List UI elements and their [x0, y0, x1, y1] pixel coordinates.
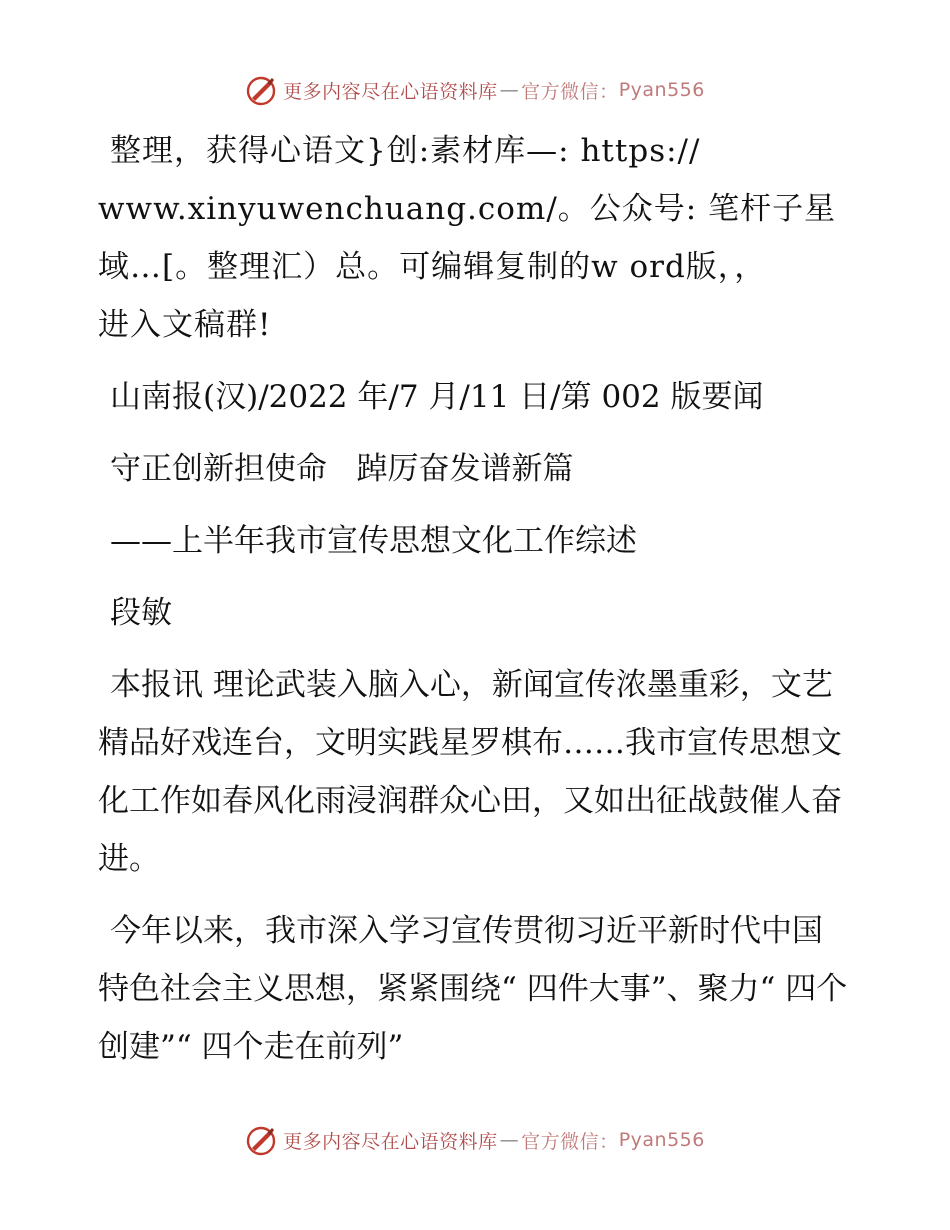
intro-line: 进入文稿群!: [98, 307, 272, 343]
wechat-id: Pyan556: [618, 79, 705, 101]
intro-line: www.xinyuwenchuang.com/。公众号: 笔杆子星: [98, 191, 837, 227]
banner-separator: —: [499, 1129, 520, 1151]
brand-logo-icon: [245, 1124, 277, 1156]
wechat-id: Pyan556: [618, 1129, 705, 1151]
intro-line: 域…[。整理汇）总。可编辑复制的w ord版，，: [98, 249, 767, 285]
body-paragraph: [98, 902, 850, 1076]
author: 段敏: [110, 595, 172, 631]
watermark-banner-bottom: [0, 1120, 950, 1160]
banner-text: 更多内容尽在心语资料库: [283, 1130, 498, 1153]
intro-block: [98, 122, 850, 354]
wechat-label: 官方微信：: [521, 80, 619, 103]
brand-logo-icon: [245, 74, 277, 106]
subheadline: ——上半年我市宣传思想文化工作综述: [110, 523, 637, 559]
wechat-label: 官方微信：: [521, 1130, 619, 1153]
headline: 守正创新担使命 踔厉奋发谱新篇: [110, 451, 574, 487]
body-paragraph: [98, 656, 850, 888]
source-line: 山南报(汉)/2022 年/7 月/11 日/第 002 版要闻: [110, 379, 764, 415]
intro-line: 整理，获得心语文}创:素材库—: https://: [110, 133, 701, 169]
body-paragraph-text: 今年以来，我市深入学习宣传贯彻习近平新时代中国特色社会主义思想，紧紧围绕“ 四件大事”、聚力“ 四个创建”“ 四个走在前列”: [98, 913, 848, 1065]
document-body: [98, 122, 850, 1090]
body-paragraph-text: 本报讯 理论武装入脑入心，新闻宣传浓墨重彩，文艺精品好戏连台，文明实践星罗棋布……我市宣传思想文化工作如春风化雨浸润群众心田，又如出征战鼓催人奋进。: [98, 667, 842, 877]
banner-text: 更多内容尽在心语资料库: [283, 80, 498, 103]
watermark-banner-top: [0, 70, 950, 110]
banner-separator: —: [499, 79, 520, 101]
